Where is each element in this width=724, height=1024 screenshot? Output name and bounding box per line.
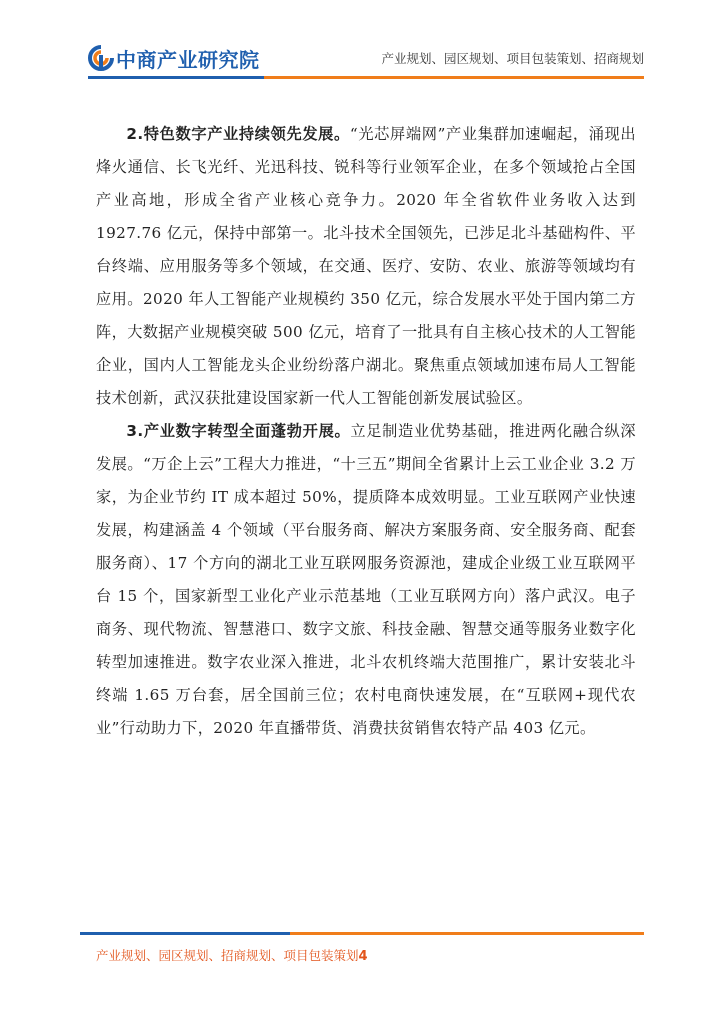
logo: [88, 43, 260, 73]
document-body: [96, 118, 636, 745]
page-footer: [96, 946, 368, 964]
company-logo-icon: [88, 45, 114, 71]
footer-divider-blue: [80, 932, 290, 935]
paragraph-text: 立足制造业优势基础，推进两化融合纵深发展。“万企上云”工程大力推进，“十三五”期间全省累计上云工业企业 3.2 万家，为企业节约 IT 成本超过 50%，提质降本成效明显。工业互联网产业快速发展，构建涵盖 4 个领域（平台服务商、解决方案服务商、安全服务商、配套服务商）、17 个方向的湖北工业互联网服务资源池，建成企业级工业互联网平台 15 个，国家新型工业化产业示范基地（工业互联网方向）落户武汉。电子商务、现代物流、智慧港口、数字文旅、科技金融、智慧交通等服务业数字化转型加速推进。数字农业深入推进，北斗农机终端大范围推广，累计安装北斗终端 1.65 万台套，居全国前三位；农村电商快速发展，在“互联网+现代农业”行动助力下，2020 年直播带货、消费扶贫销售农特产品 403 亿元。: [96, 422, 636, 737]
header-tagline: 产业规划、园区规划、项目包装策划、招商规划: [381, 51, 644, 66]
paragraph-digital-industry: [96, 118, 636, 415]
page-number: 4: [358, 949, 368, 964]
page-header: [0, 0, 724, 80]
paragraph-industry-transformation: [96, 415, 636, 745]
logo-text: 中商产业研究院: [116, 47, 260, 72]
footer-tagline: 产业规划、园区规划、招商规划、项目包装策划: [96, 948, 359, 963]
paragraph-lead: 3.产业数字转型全面蓬勃开展。: [126, 422, 351, 440]
paragraph-lead: 2.特色数字产业持续领先发展。: [126, 125, 350, 143]
header-divider-orange: [264, 76, 644, 79]
footer-divider-orange: [290, 932, 644, 935]
paragraph-text: “光芯屏端网”产业集群加速崛起，涌现出烽火通信、长飞光纤、光迅科技、锐科等行业领军企业，在多个领域抢占全国产业高地，形成全省产业核心竞争力。2020 年全省软件业务收入达到 1927.76 亿元，保持中部第一。北斗技术全国领先，已涉足北斗基础构件、平台终端、应用服务等多个领域，在交通、医疗、安防、农业、旅游等领域均有应用。2020 年人工智能产业规模约 350 亿元，综合发展水平处于国内第二方阵，大数据产业规模突破 500 亿元，培育了一批具有自主核心技术的人工智能企业，国内人工智能龙头企业纷纷落户湖北。聚焦重点领域加速布局人工智能技术创新，武汉获批建设国家新一代人工智能创新发展试验区。: [96, 125, 636, 407]
header-divider-blue: [88, 76, 264, 79]
